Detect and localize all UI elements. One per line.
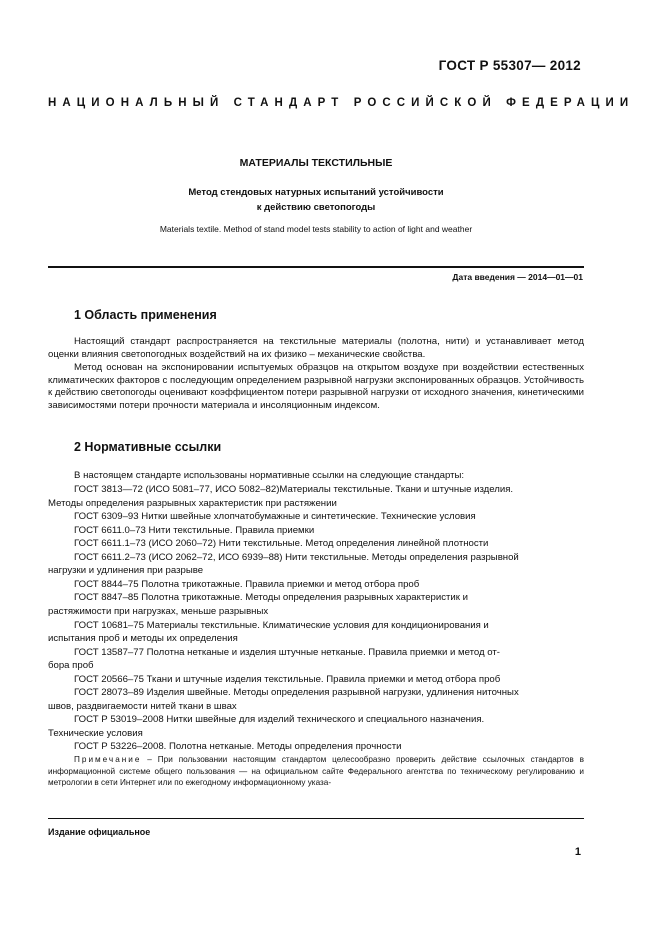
reference-line: ГОСТ 13587–77 Полотна нетканые и изделия штучные нетканые. Правила приемки и метод от- bbox=[74, 646, 500, 658]
section-1-heading: 1 Область применения bbox=[74, 308, 217, 322]
document-title: МАТЕРИАЛЫ ТЕКСТИЛЬНЫЕ bbox=[239, 157, 393, 169]
official-edition-label: Издание официальное bbox=[48, 827, 151, 837]
reference-line: ГОСТ 8844–75 Полотна трикотажные. Правила приемки и метод отбора проб bbox=[74, 578, 420, 590]
paragraph-text: Настоящий стандарт распространяется на текстильные материалы (полотна, нити) и устанавливает метод оценки влияния светопогодных воздействий на их физико – механические свойства. bbox=[48, 336, 584, 360]
note-paragraph bbox=[48, 754, 584, 789]
note-lead: Примечание bbox=[74, 755, 142, 764]
section-2-intro: В настоящем стандарте использованы нормативные ссылки на следующие стандарты: bbox=[74, 470, 465, 481]
note-text: – При пользовании настоящим стандартом целесообразно проверить действие ссылочных стандартов в информационной системе общего пользования — на официальном сайте Федерального агентства по техническому регулированию и метрологии в сети Интернет или по ежегодному информационному указа- bbox=[48, 755, 584, 787]
subtitle-line-1: Метод стендовых натурных испытаний устойчивости bbox=[188, 187, 444, 198]
subtitle-line-2: к действию светопогоды bbox=[256, 202, 376, 213]
reference-line: бора проб bbox=[48, 660, 94, 672]
reference-line: ГОСТ 6611.2–73 (ИСО 2062–72, ИСО 6939–88) Нити текстильные. Методы определения разрывной bbox=[74, 551, 519, 563]
reference-line: ГОСТ 6611.1–73 (ИСО 2060–72) Нити текстильные. Метод определения линейной плотности bbox=[74, 538, 489, 550]
reference-line: ГОСТ 6611.0–73 Нити текстильные. Правила приемки bbox=[74, 524, 315, 536]
reference-line: ГОСТ 8847–85 Полотна трикотажные. Методы определения разрывных характеристик и bbox=[74, 592, 469, 604]
section-1-paragraph-1 bbox=[48, 336, 584, 361]
reference-line: швов, раздвигаемости нитей ткани в швах bbox=[48, 700, 237, 712]
header-divider bbox=[48, 266, 584, 268]
reference-line: ГОСТ 20566–75 Ткани и штучные изделия текстильные. Правила приемки и метод отбора проб bbox=[74, 673, 501, 685]
reference-line: ГОСТ 6309–93 Нитки швейные хлопчатобумажные и синтетические. Технические условия bbox=[74, 511, 476, 523]
reference-line: Технические условия bbox=[48, 727, 143, 739]
document-subtitle bbox=[48, 185, 584, 215]
reference-line: испытания проб и методы их определения bbox=[48, 633, 238, 645]
reference-line: ГОСТ 28073–89 Изделия швейные. Методы определения разрывной нагрузки, удлинения ниточных bbox=[74, 687, 519, 699]
reference-line: растяжимости при нагрузках, меньше разрывных bbox=[48, 605, 269, 617]
reference-line: нагрузки и удлинения при разрыве bbox=[48, 565, 204, 577]
reference-line: ГОСТ Р 53019–2008 Нитки швейные для изделий технического и специального назначения. bbox=[74, 714, 485, 726]
document-code: ГОСТ Р 55307— 2012 bbox=[438, 58, 581, 73]
section-2-heading: 2 Нормативные ссылки bbox=[74, 440, 222, 454]
introduction-date: Дата введения — 2014—01—01 bbox=[452, 272, 583, 282]
reference-line: ГОСТ 10681–75 Материалы текстильные. Климатические условия для кондиционирования и bbox=[74, 619, 489, 631]
reference-line: ГОСТ Р 53226–2008. Полотна нетканые. Методы определения прочности bbox=[74, 741, 402, 753]
section-1-paragraph-2 bbox=[48, 362, 584, 412]
national-standard-banner: НАЦИОНАЛЬНЫЙ СТАНДАРТ РОССИЙСКОЙ ФЕДЕРАЦИИ bbox=[48, 97, 635, 109]
footer-divider bbox=[48, 818, 584, 819]
english-title: Materials textile. Method of stand model tests stability to action of light and weather bbox=[159, 224, 473, 234]
paragraph-text: Метод основан на экспонировании испытуемых образцов на открытом воздухе при воздействии естественных климатических факторов с последующим определением разрывной нагрузки экспонированных образцов. Устойчивость к действию светопогоды оценивают коэффициентом потери разрывной нагрузки от исходного значения, кинетическими зависимостями потери прочности материала и инсоляционным индексом. bbox=[48, 362, 584, 411]
reference-line: Методы определения разрывных характеристик при растяжении bbox=[48, 497, 337, 509]
page-number: 1 bbox=[574, 846, 581, 858]
reference-line: ГОСТ 3813—72 (ИСО 5081–77, ИСО 5082–82)Материалы текстильные. Ткани и штучные изделия. bbox=[74, 484, 514, 495]
